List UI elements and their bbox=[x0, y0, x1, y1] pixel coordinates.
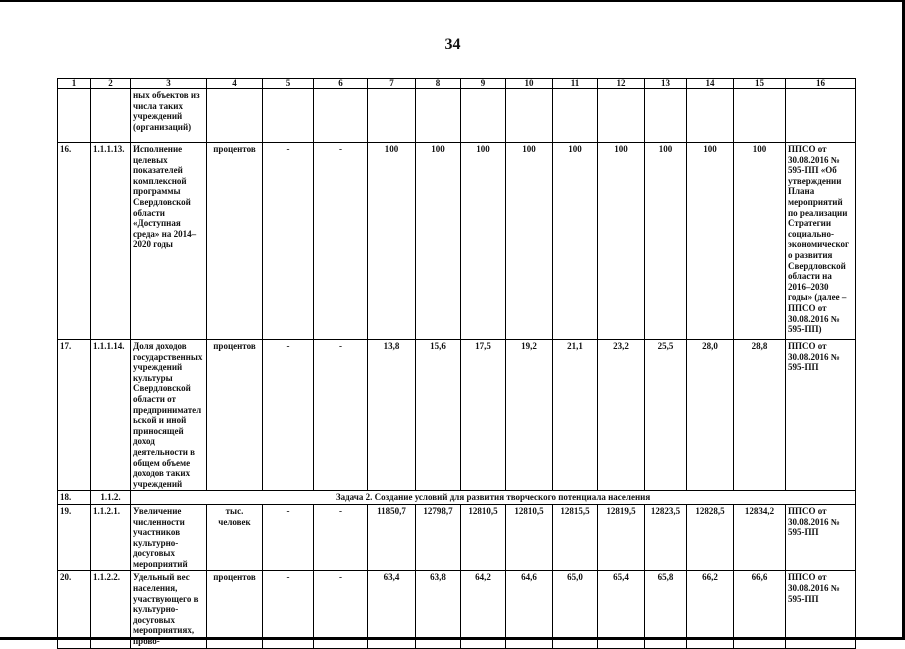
row-number-cell: 20. bbox=[58, 571, 91, 648]
row-number-cell: 18. bbox=[58, 491, 91, 505]
indicator-name-cell: Удельный вес населения, участвующего в культурно-досуговых мероприятиях, прово- bbox=[131, 571, 207, 648]
table-row bbox=[58, 571, 856, 648]
code-cell: 1.1.2. bbox=[91, 491, 131, 505]
indicator-name-cell: ных объектов из числа таких учреждений (организаций) bbox=[131, 89, 207, 143]
value-cell: 19,2 bbox=[506, 340, 553, 491]
column-header: 10 bbox=[506, 79, 553, 89]
value-cell: 66,2 bbox=[687, 571, 734, 648]
value-cell: 12828,5 bbox=[687, 504, 734, 571]
code-cell: 1.1.2.2. bbox=[91, 571, 131, 648]
indicator-name-cell: Доля доходов государственных учреждений культуры Свердловской области от предпринимательской и иной приносящей доход деятельности в общем объеме доходов таких учреждений bbox=[131, 340, 207, 491]
value-cell bbox=[734, 89, 786, 143]
value-cell: - bbox=[314, 340, 368, 491]
value-cell: 11850,7 bbox=[368, 504, 416, 571]
row-number-cell: 17. bbox=[58, 340, 91, 491]
value-cell: 100 bbox=[734, 143, 786, 340]
table-row bbox=[58, 89, 856, 143]
code-cell: 1.1.1.14. bbox=[91, 340, 131, 491]
value-cell: - bbox=[263, 143, 314, 340]
column-header: 12 bbox=[598, 79, 645, 89]
value-cell: 100 bbox=[368, 143, 416, 340]
column-header: 8 bbox=[416, 79, 461, 89]
row-number-cell bbox=[58, 89, 91, 143]
indicator-name-cell: Исполнение целевых показателей комплексной программы Свердловской области «Доступная среда» на 2014–2020 годы bbox=[131, 143, 207, 340]
value-cell: 12798,7 bbox=[416, 504, 461, 571]
value-cell: 63,4 bbox=[368, 571, 416, 648]
value-cell: 65,0 bbox=[553, 571, 598, 648]
unit-cell bbox=[207, 89, 263, 143]
indicator-name-cell: Увеличение численности участников культурно-досуговых мероприятий bbox=[131, 504, 207, 571]
value-cell: 100 bbox=[598, 143, 645, 340]
column-header-row bbox=[58, 79, 856, 89]
value-cell: 100 bbox=[553, 143, 598, 340]
code-cell: 1.1.2.1. bbox=[91, 504, 131, 571]
unit-cell: процентов bbox=[207, 571, 263, 648]
column-header: 11 bbox=[553, 79, 598, 89]
source-cell: ППСО от 30.08.2016 № 595-ПП «Об утверждении Плана мероприятий по реализации Стратегии социально-экономического развития Свердловской области на 2016–2030 годы» (далее – ППСО от 30.08.2016 № 595-ПП) bbox=[786, 143, 856, 340]
value-cell: 100 bbox=[687, 143, 734, 340]
value-cell: 65,8 bbox=[645, 571, 687, 648]
value-cell: 100 bbox=[461, 143, 506, 340]
column-header: 13 bbox=[645, 79, 687, 89]
code-cell: 1.1.1.13. bbox=[91, 143, 131, 340]
value-cell: 64,2 bbox=[461, 571, 506, 648]
value-cell: 12819,5 bbox=[598, 504, 645, 571]
code-cell bbox=[91, 89, 131, 143]
column-header: 4 bbox=[207, 79, 263, 89]
column-header: 3 bbox=[131, 79, 207, 89]
value-cell bbox=[461, 89, 506, 143]
source-cell: ППСО от 30.08.2016 № 595-ПП bbox=[786, 571, 856, 648]
column-header: 15 bbox=[734, 79, 786, 89]
value-cell: 15,6 bbox=[416, 340, 461, 491]
column-header: 9 bbox=[461, 79, 506, 89]
source-cell: ППСО от 30.08.2016 № 595-ПП bbox=[786, 504, 856, 571]
row-number-cell: 19. bbox=[58, 504, 91, 571]
value-cell: 66,6 bbox=[734, 571, 786, 648]
page-frame-top bbox=[0, 0, 905, 2]
value-cell bbox=[314, 89, 368, 143]
value-cell: 12810,5 bbox=[506, 504, 553, 571]
value-cell: - bbox=[263, 340, 314, 491]
table-row bbox=[58, 340, 856, 491]
column-header: 2 bbox=[91, 79, 131, 89]
value-cell bbox=[506, 89, 553, 143]
value-cell: - bbox=[314, 143, 368, 340]
column-header: 7 bbox=[368, 79, 416, 89]
task-row bbox=[58, 491, 856, 505]
value-cell: 12815,5 bbox=[553, 504, 598, 571]
column-header: 1 bbox=[58, 79, 91, 89]
value-cell: 13,8 bbox=[368, 340, 416, 491]
value-cell: 100 bbox=[416, 143, 461, 340]
value-cell: 100 bbox=[645, 143, 687, 340]
column-header: 6 bbox=[314, 79, 368, 89]
source-cell: ППСО от 30.08.2016 № 595-ПП bbox=[786, 340, 856, 491]
value-cell bbox=[368, 89, 416, 143]
source-cell bbox=[786, 89, 856, 143]
value-cell bbox=[598, 89, 645, 143]
column-header: 5 bbox=[263, 79, 314, 89]
value-cell: 21,1 bbox=[553, 340, 598, 491]
page-number: 34 bbox=[444, 36, 461, 53]
value-cell: 65,4 bbox=[598, 571, 645, 648]
value-cell: 23,2 bbox=[598, 340, 645, 491]
value-cell bbox=[553, 89, 598, 143]
unit-cell: процентов bbox=[207, 340, 263, 491]
value-cell bbox=[645, 89, 687, 143]
column-header: 16 bbox=[786, 79, 856, 89]
value-cell: 64,6 bbox=[506, 571, 553, 648]
value-cell: 25,5 bbox=[645, 340, 687, 491]
value-cell: - bbox=[263, 504, 314, 571]
value-cell: 12810,5 bbox=[461, 504, 506, 571]
unit-cell: тыс. человек bbox=[207, 504, 263, 571]
value-cell: 28,0 bbox=[687, 340, 734, 491]
value-cell: 63,8 bbox=[416, 571, 461, 648]
row-number-cell: 16. bbox=[58, 143, 91, 340]
table-row bbox=[58, 143, 856, 340]
value-cell: - bbox=[314, 504, 368, 571]
task-title-cell: Задача 2. Создание условий для развития творческого потенциала населения bbox=[131, 491, 856, 505]
value-cell bbox=[416, 89, 461, 143]
value-cell: 17,5 bbox=[461, 340, 506, 491]
value-cell: 12834,2 bbox=[734, 504, 786, 571]
value-cell bbox=[263, 89, 314, 143]
value-cell: 28,8 bbox=[734, 340, 786, 491]
value-cell: 12823,5 bbox=[645, 504, 687, 571]
unit-cell: процентов bbox=[207, 143, 263, 340]
value-cell: - bbox=[314, 571, 368, 648]
column-header: 14 bbox=[687, 79, 734, 89]
indicators-table bbox=[57, 78, 856, 649]
table-row bbox=[58, 504, 856, 571]
value-cell: 100 bbox=[506, 143, 553, 340]
value-cell: - bbox=[263, 571, 314, 648]
value-cell bbox=[687, 89, 734, 143]
